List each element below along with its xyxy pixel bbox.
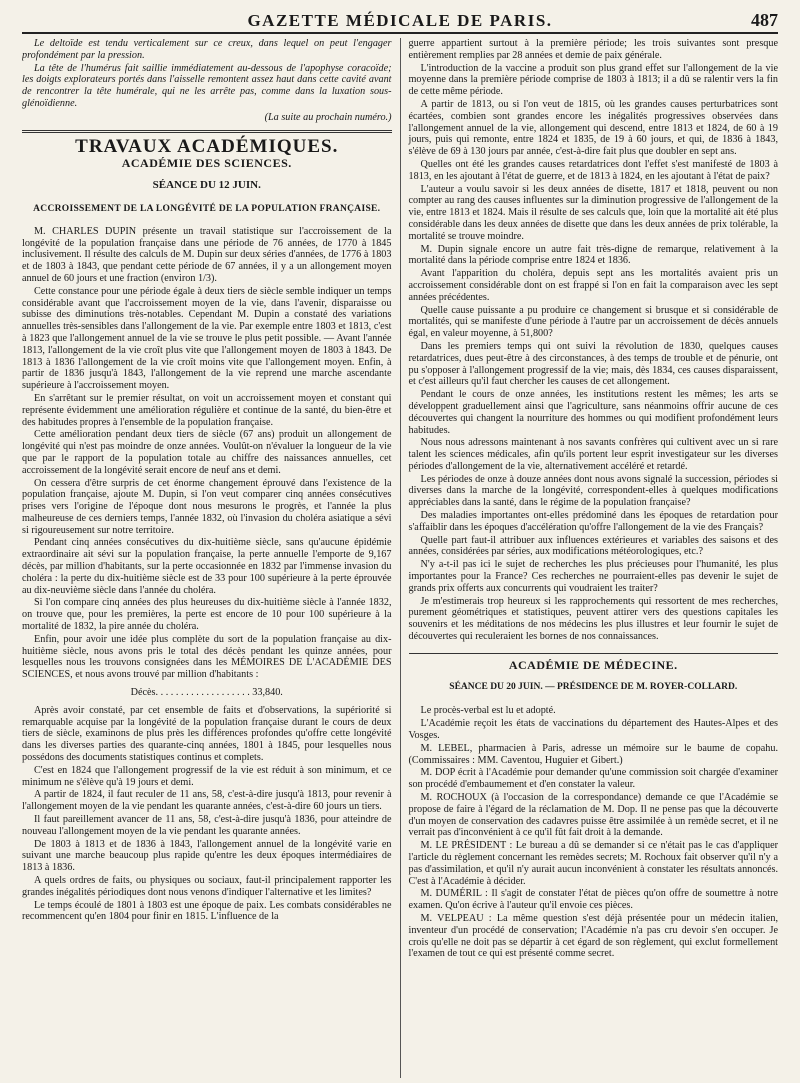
body-paragraph: M. DUMÉRIL : Il s'agit de constater l'état de pièces qu'on offre de soumettre à notre examen. Qu'on écrive à l'auteur qu'il envoie ces pièces. [408,888,778,912]
body-paragraph: Cette amélioration pendant deux tiers de siècle (67 ans) produit un allongement de longévité qui n'est pas moindre de onze années. Voulût-on n'évaluer la longueur de la vie que par le rapport de la population totale au chiffre des naissances annuelles, cet accroissement de la longévité serait encore de neuf ans et demi. [22,429,392,476]
body-paragraph: M. ROCHOUX (à l'occasion de la correspondance) demande ce que l'Académie se propose de faire à l'égard de la réclamation de M. Dop. Il ne pense pas que la découverte d'un moyen de conservation des cadavres puisse être assimilée à un remède secret, et il ne verrait pas d'inconvénient à ce qu'il fût fait droit à la demande. [408,792,778,839]
columns [22,38,778,1078]
body-paragraph: C'est en 1824 que l'allongement progressif de la vie est réduit à son minimum, et ce minimum ne s'élève qu'à 19 jours et demi. [22,764,392,788]
section-divider [22,130,392,133]
body-paragraph: M. DOP écrit à l'Académie pour demander qu'une commission soit chargée d'examiner son procédé d'embaumement et d'en constater la valeur. [408,767,778,791]
body-paragraph: guerre appartient surtout à la première période; les trois suivantes sont presque entièrement remplies par 28 années et demie de paix générale. [408,38,778,61]
body-paragraph: Si l'on compare cinq années des plus heureuses du dix-huitième siècle à l'année 1832, on trouve que, pour les premières, la perte est encore de 10 pour 100 supérieure à la mortalité de 1832, la pire année du choléra. [22,597,392,633]
body-paragraph: Dans les premiers temps qui ont suivi la révolution de 1830, quelques causes retardatrices, dues peut-être à des circonstances, à des temps de trouble et de pénurie, ont pu s'opposer à l'allongement progressif de la vie; mais, dès 1834, ces causes disparaissent, et c'est ailleurs qu'il faut chercher les causes de cet allongement. [408,340,778,388]
body-paragraph: M. Dupin signale encore un autre fait très-digne de remarque, relativement à la mortalité dans la période comprise entre 1824 et 1836. [408,243,778,267]
body-paragraph: Des maladies importantes ont-elles prédominé dans les époques de retardation pour s'affaiblir dans les époques d'accélération qu'offre l'allongement de la vie des Français? [408,510,778,533]
body-paragraph: L'introduction de la vaccine a produit son plus grand effet sur l'allongement de la vie moyenne dans la première période comprise de 1803 à 1813; il a dû se ralentir vers la fin de cette même période. [408,62,778,98]
body-paragraph: En s'arrêtant sur le premier résultat, on voit un accroissement moyen et constant qui représente évidemment une amélioration régulière et continue de la santé, du bien-être et des habitudes propres à l'ensemble de la population française. [22,392,392,428]
academy-heading: ACADÉMIE DES SCIENCES. [121,156,292,171]
session-date: SÉANCE DU 20 JUIN. — PRÉSIDENCE DE M. ROYER-COLLARD. [449,681,738,692]
body-paragraph: Nous nous adressons maintenant à nos savants confrères qui cultivent avec un si rare talent les sciences médicales, afin qu'ils portent leur esprit investigateur sur les diverses périodes d'allongement de la vie, alternativement accéléré et retardé. [408,437,778,472]
intro-paragraph: Le deltoïde est tendu verticalement sur ce creux, dans lequel on peut l'engager profondément par la pression. [22,38,392,61]
section-title: TRAVAUX ACADÉMIQUES. [75,135,339,157]
intro-paragraph: La tête de l'humérus fait saillie immédiatement au-dessous de l'apophyse coracoïde; les doigts explorateurs portés dans l'aisselle remontent assez haut dans cette cavité avant de rencontrer la tête humérale, qui ne les arrête pas, comme dans la luxation sous-glénoïdienne. [22,62,392,109]
body-paragraph: Il faut pareillement avancer de 11 ans, 58, c'est-à-dire jusqu'à 1836, pour atteindre de nouveau l'allongement moyen de la vie pendant les quarante années. [22,814,392,837]
body-paragraph: N'y a-t-il pas ici le sujet de recherches les plus précieuses pour l'humanité, les plus importantes pour la France? Ces recherches ne pourraient-elles pas devenir le sujet de grands prix offerts aux concurrents qui voudraient les traiter? [408,559,778,594]
body-paragraph: Enfin, pour avoir une idée plus complète du sort de la population française au dix-huitième siècle, nous avons pris le total des décès pendant les quinze années, pour lesquelles nous les trouvons consignées dans les MÉMOIRES DE L'ACADÉMIE DES SCIENCES, et nous avons trouvé par million d'habitants : [22,633,392,681]
body-paragraph: Quelle part faut-il attribuer aux influences extérieures et variables des saisons et des années, considérées par séries, aux modifications météorologiques, etc.? [408,534,778,558]
body-paragraph: L'auteur a voulu savoir si les deux années de disette, 1817 et 1818, peuvent ou non compter au rang des causes influentes sur la diminution progressive de l'allongement de la vie, entre 1813 et 1824. Mais il résulte de ses calculs que, loin que la mortalité ait été plus considérable dans les deux années de disette que dans les deux années de prix tolérable, la mortalité se trouve moindre. [408,183,778,242]
body-paragraph: Pendant cinq années consécutives du dix-huitième siècle, sans qu'aucune épidémie extraordinaire ait sévi sur la population française, la perte annuelle l'emporte de 9,167 décès, par million d'habitants, sur la perte occasionnée en 1832 par l'immense invasion du choléra : la perte du dix-huitième siècle est de 33 pour 100 supérieure à la perte éprouvée au dix-neuvième siècle dans l'année du choléra. [22,537,392,596]
body-paragraph: Le procès-verbal est lu et adopté. [420,705,556,717]
body-paragraph: A partir de 1824, il faut reculer de 11 ans, 58, c'est-à-dire jusqu'à 1813, pour revenir à l'allongement moyen de la vie pendant les quarante années, c'est-à-dire 60 jours un tiers. [22,789,392,813]
page-header [22,10,778,34]
body-paragraph: M. LEBEL, pharmacien à Paris, adresse un mémoire sur le baume de copahu. (Commissaires : MM. Caventou, Huguier et Gibert.) [408,742,778,766]
body-paragraph: A quels ordres de faits, ou physiques ou sociaux, faut-il principalement rapporter les grandes inégalités périodiques dont nous venons d'indiquer l'alternative et les limites? [22,875,392,898]
body-paragraph: De 1803 à 1813 et de 1836 à 1843, l'allongement annuel de la longévité varie en suivant une marche beaucoup plus rapide qu'entre les deux époques intermédiaires de 1813 à 1836. [22,838,392,874]
body-paragraph: Avant l'apparition du choléra, depuis sept ans les mortalités avaient pris un accroissement considérable dont on est frappé si l'on en fait la comparaison avec les sept années précédentes. [408,268,778,303]
session-date: SÉANCE DU 12 JUIN. [152,179,261,192]
body-paragraph: M. LE PRÉSIDENT : Le bureau a dû se demander si ce n'était pas le cas d'appliquer l'article du règlement concernant les remèdes secrets; M. Rochoux fait observer qu'il n'y a pas d'assimilation, et qu'il n'y aurait aucun inconvénient à constater les résultats annoncés. C'est à l'Académie à décider. [408,840,778,887]
body-paragraph: M. VELPEAU : La même question s'est déjà présentée pour un médecin italien, inventeur d'un procédé de conservation; l'Académie n'a pas cru devoir s'en occuper. Je crois qu'elle ne doit pas se départir à cet égard de son règlement, qui exclut formellement l'examen de tout ce qui est présenté comme secret. [408,912,778,960]
publication-title: GAZETTE MÉDICALE DE PARIS. [247,11,553,30]
body-paragraph: Quelle cause puissante a pu produire ce changement si brusque et si considérable de mortalités, qui se manifeste d'une période à l'autre par un accroissement de décès annuels égal, en valeur moyenne, à 51,800? [408,304,778,340]
body-paragraph: On cessera d'être surpris de cet énorme changement éprouvé dans l'existence de la population française, ajoute M. Dupin, si l'on veut comparer cinq années consécutives prises vers l'origine de l'époque dont nous mesurons le progrès, et l'année la plus malheureuse de ces derniers temps, l'année 1832, où l'invasion du choléra asiatique a sévi si rigoureusement sur notre territoire. [22,477,392,536]
body-paragraph: A partir de 1813, ou si l'on veut de 1815, où les grandes causes perturbatrices sont écartées, combien sont grandes encore les inégalités progressives observées dans l'allongement annuel de la vie, allongement qui descend, entre 1813 et 1824, de 60 à 19 jours, puis qui remonte, entre 1824 et 1835, de 19 à 60 jours, et qui, de 1836 à 1843, s'élève de 69 à 130 jours par année, c'est-à-dire fait plus que doubler en sept ans. [408,98,778,158]
body-paragraph: Je m'estimerais trop heureux si les rapprochements qui ressortent de mes recherches, purement géométriques et statistiques, peuvent attirer vers des questions capitales les souvenirs et les méditations de nos médecins les plus illustres et leur fournir le sujet de découvertes qui reculeraient les bornes de nos connaissances. [408,595,778,643]
body-paragraph: M. CHARLES DUPIN présente un travail statistique sur l'accroissement de la longévité de la population française dans une période de 76 années, de 1770 à 1845 inclusivement. Il résulte des calculs de M. Dupin sur deux séries d'années, de 1776 à 1803 et de 1803 à 1843, que pendant cette période de 67 années, il y a un allongement moyen annuel de 60 jours et une fraction (environ 1/3). [22,225,392,284]
body-paragraph: L'Académie reçoit les états de vaccinations du département des Hautes-Alpes et des Vosges. [408,718,778,742]
body-paragraph: Quelles ont été les grandes causes retardatrices dont l'effet s'est manifesté de 1803 à 1813, en les ajoutant à l'état de guerre, et de 1813 à 1824, en les ajoutant à l'état de paix? [408,158,778,182]
body-paragraph: Le temps écoulé de 1801 à 1803 est une époque de paix. Les combats considérables ne recommencent qu'en 1804 pour finir en 1815. L'influence de la [22,899,392,923]
deaths-figure: Décès. . . . . . . . . . . . . . . . . . . 33,840. [130,687,283,699]
article-subhead: ACCROISSEMENT DE LA LONGÉVITÉ DE LA POPULATION FRANÇAISE. [33,203,381,214]
body-paragraph: Cette constance pour une période égale à deux tiers de siècle semble indiquer un temps considérable avant que l'accroissement moyen de la vie, dans l'avenir, disparaisse ou subisse des diminutions très-notables. Cependant M. Dupin a constaté des variations annuelles très-sensibles dans l'allongement de la vie. Par exemple entre 1803 et 1813, c'est à 1823 que l'allongement annuel de la vie se trouve le plus petit possible. — Avant l'année 1813, l'allongement de la vie croît plus vite que l'allongement moyen de 1803 à 1843. De 1813 à 1836 l'allongement de la vie croît moins vite que l'allongement moyen. Enfin, à partir de 1836 jusqu'à 1843, l'allongement de la vie reprend une marche ascendante supérieure à l'accroissement moyen. [22,285,392,392]
section-divider [409,653,779,654]
continuation-note: (La suite au prochain numéro.) [264,111,392,123]
left-column [22,38,392,1078]
right-column [400,38,779,1078]
page-number: 487 [751,10,778,30]
body-paragraph: Après avoir constaté, par cet ensemble de faits et d'observations, la supériorité si remarquable acquise par la longévité de la population française durant le cours de deux tiers de siècle, examinons de plus près les différences profondes qu'offre cette longévité dans les diverses parties des quarante-cinq années, 1801 à 1845, pour lesquelles nous possédons des documents statistiques continus et complets. [22,704,392,764]
body-paragraph: Les périodes de onze à douze années dont nous avons signalé la succession, périodes si diverses dans la marche de la longévité, correspondent-elles à quelques modifications appréciables dans la santé, dans le régime de la population française? [408,473,778,509]
academy-heading: ACADÉMIE DE MÉDECINE. [508,657,678,672]
body-paragraph: Pendant le cours de onze années, les institutions restent les mêmes; les arts se développent graduellement ainsi que l'agriculture, sans néanmoins offrir aucune de ces découvertes qui changent la nourriture des hommes ou qui modifient profondément leurs habitudes. [408,389,778,436]
